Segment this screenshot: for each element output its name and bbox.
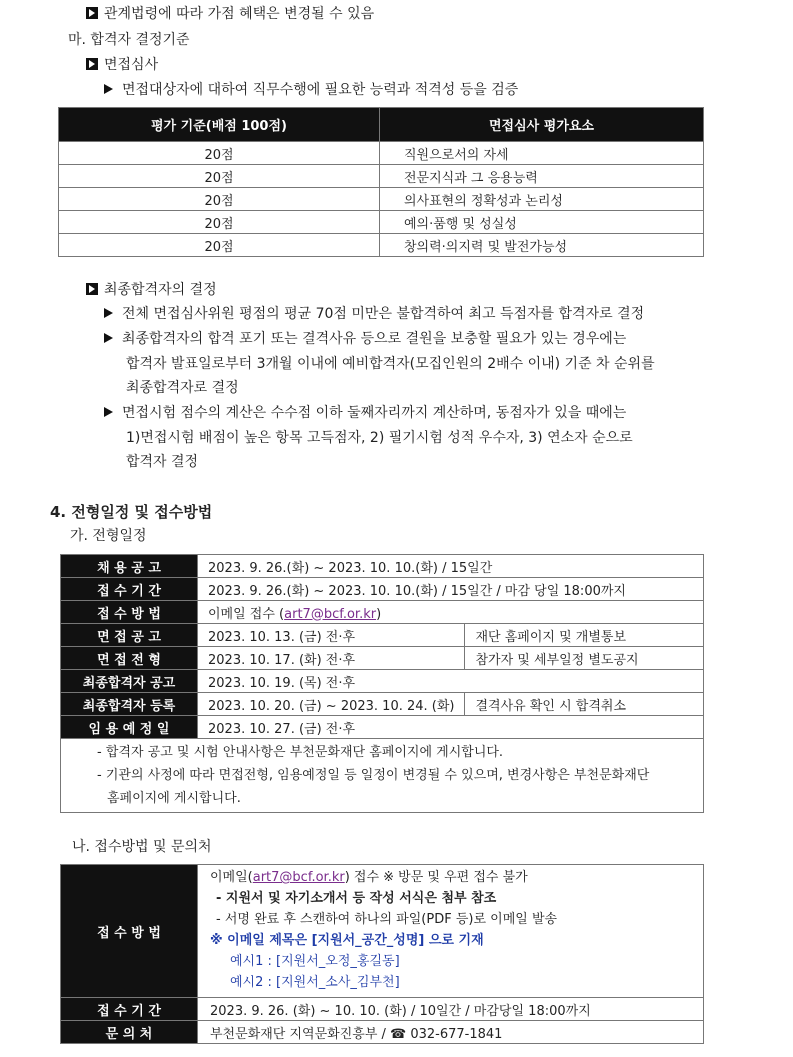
final-label: 최종합격자의 결정 <box>86 280 217 300</box>
email-link[interactable]: art7@bcf.or.kr <box>252 870 345 885</box>
section4-title: 4. 전형일정 및 접수방법 <box>50 503 213 521</box>
bullet-triangle-icon <box>104 407 113 417</box>
table-header: 평가 기준(배점 100점) <box>59 108 380 142</box>
table-row: 문 의 처 부천문화재단 지역문화진흥부 / ☎ 032-677-1841 <box>61 1021 704 1044</box>
top-note: 관계법령에 따라 가점 혜택은 변경될 수 있음 <box>86 4 374 24</box>
table-row: 최종합격자 등록 2023. 10. 20. (금) ~ 2023. 10. 24. (화) 결격사유 확인 시 합격취소 <box>61 693 704 716</box>
interview-desc: 면접대상자에 대하여 직무수행에 필요한 능력과 적격성 등을 검증 <box>104 80 518 100</box>
table-row: 임 용 예 정 일 2023. 10. 27. (금) 전·후 <box>61 716 704 739</box>
bullet-triangle-icon <box>104 84 113 94</box>
evaluation-table <box>58 107 704 257</box>
table-row: 접 수 기 간 2023. 9. 26. (화) ~ 10. 10. (화) / 10일간 / 마감당일 18:00까지 <box>61 998 704 1021</box>
table-row: 20점 의사표현의 정확성과 논리성 <box>59 188 704 211</box>
final-bullet-cont: 최종합격자로 결정 <box>126 380 239 396</box>
table-row: 20점 전문지식과 그 응용능력 <box>59 165 704 188</box>
bullet-triangle-icon <box>104 333 113 343</box>
schedule-table <box>60 554 704 813</box>
table-row: 접 수 방 법 이메일 접수 (art7@bcf.or.kr) <box>61 601 704 624</box>
table-row: 20점 예의·품행 및 성실성 <box>59 211 704 234</box>
final-bullet: 면접시험 점수의 계산은 수수점 이하 둘째자리까지 계산하며, 동점자가 있을 때에는 <box>104 403 626 423</box>
table-row: 20점 창의력·의지력 및 발전가능성 <box>59 234 704 257</box>
arrow-box-icon <box>86 58 98 70</box>
final-bullet: 전체 면접심사위원 평점의 평균 70점 미만은 불합격하여 최고 득점자를 합격자로 결정 <box>104 304 644 324</box>
table-row: 채 용 공 고 2023. 9. 26.(화) ~ 2023. 10. 10.(화) / 15일간 <box>61 555 704 578</box>
table-row: 면 접 공 고 2023. 10. 13. (금) 전·후 재단 홈페이지 및 개별통보 <box>61 624 704 647</box>
sub-ga-title: 가. 전형일정 <box>70 528 147 544</box>
final-bullet-cont: 합격자 발표일로부터 3개월 이내에 예비합격자(모집인원의 2배수 이내) 기준 차 순위를 <box>126 356 655 372</box>
apply-table <box>60 864 704 1044</box>
table-row: 접 수 방 법 이메일(art7@bcf.or.kr) 접수 ※ 방문 및 우편 접수 불가 - 지원서 및 자기소개서 등 작성 서식은 첨부 참조 - 서명 완료 후 스캔하여 하나의 파일(PDF 등)로 이메일 발송 ※ 이메일 제목은 [지원서_공간_성명] 으로 기재 예시1 : [지원서_오정_홍길동] 예시2 : [지원서_소사_김부천] <box>61 865 704 998</box>
table-row: 최종합격자 공고 2023. 10. 19. (목) 전·후 <box>61 670 704 693</box>
email-link[interactable]: art7@bcf.or.kr <box>284 606 377 622</box>
table-header: 면접심사 평가요소 <box>380 108 704 142</box>
arrow-box-icon <box>86 283 98 295</box>
table-row: 접 수 기 간 2023. 9. 26.(화) ~ 2023. 10. 10.(화) / 15일간 / 마감 당일 18:00까지 <box>61 578 704 601</box>
interview-label: 면접심사 <box>86 55 158 75</box>
arrow-box-icon <box>86 7 98 19</box>
final-bullet: 최종합격자의 합격 포기 또는 결격사유 등으로 결원을 보충할 필요가 있는 경우에는 <box>104 329 626 349</box>
schedule-notes-row: - 합격자 공고 및 시험 안내사항은 부천문화재단 홈페이지에 게시합니다. - 기관의 사정에 따라 면접전형, 임용예정일 등 일정이 변경될 수 있으며, 변경사항은 부천문화재단 홈페이지에 게시합니다. <box>61 739 704 813</box>
sub-na-title: 나. 접수방법 및 문의처 <box>72 839 212 855</box>
final-bullet-cont: 1)면접시험 배점이 높은 항목 고득점자, 2) 필기시험 성적 우수자, 3) 연소자 순으로 <box>126 430 633 446</box>
final-bullet-cont: 합격자 결정 <box>126 454 199 470</box>
table-row: 20점 직원으로서의 자세 <box>59 142 704 165</box>
bullet-triangle-icon <box>104 308 113 318</box>
section-ma-title: 마. 합격자 결정기준 <box>68 32 190 48</box>
table-row: 면 접 전 형 2023. 10. 17. (화) 전·후 참가자 및 세부일정 별도공지 <box>61 647 704 670</box>
